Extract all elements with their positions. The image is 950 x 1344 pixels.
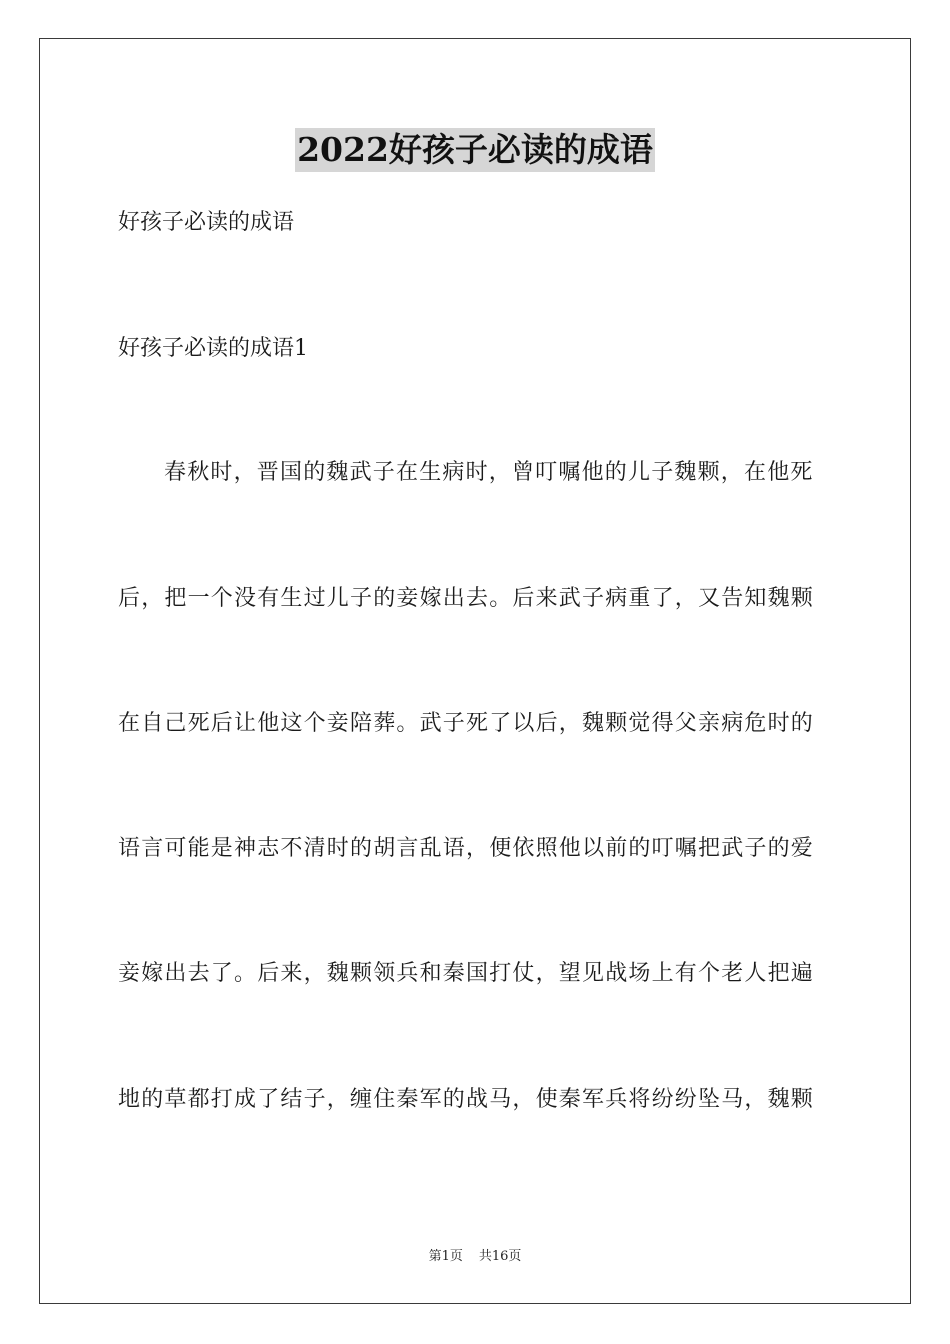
paragraph-line-4: 语言可能是神志不清时的胡言乱语，便依照他以前的叮嘱把武子的爱 [118, 836, 815, 861]
document-title-text: 2022好孩子必读的成语 [295, 128, 655, 172]
paragraph-line-5: 妾嫁出去了。后来，魏颗领兵和秦国打仗，望见战场上有个老人把遍 [118, 961, 815, 986]
paragraph-line-1: 春秋时，晋国的魏武子在生病时，曾叮嘱他的儿子魏颗，在他死 [164, 460, 814, 485]
paragraph-line-3: 在自己死后让他这个妾陪葬。武子死了以后，魏颗觉得父亲病危时的 [118, 711, 815, 736]
page-total: 共16页 [478, 1249, 522, 1264]
section-heading: 好孩子必读的成语1 [118, 336, 308, 361]
paragraph-line-6: 地的草都打成了结子，缠住秦军的战马，使秦军兵将纷纷坠马，魏颗 [118, 1087, 815, 1112]
document-subtitle: 好孩子必读的成语 [118, 210, 295, 235]
page-number: 第1页 [428, 1249, 463, 1264]
page-footer [0, 1248, 950, 1266]
document-title [0, 128, 950, 172]
paragraph-line-2: 后，把一个没有生过儿子的妾嫁出去。后来武子病重了，又告知魏颗 [118, 586, 815, 611]
